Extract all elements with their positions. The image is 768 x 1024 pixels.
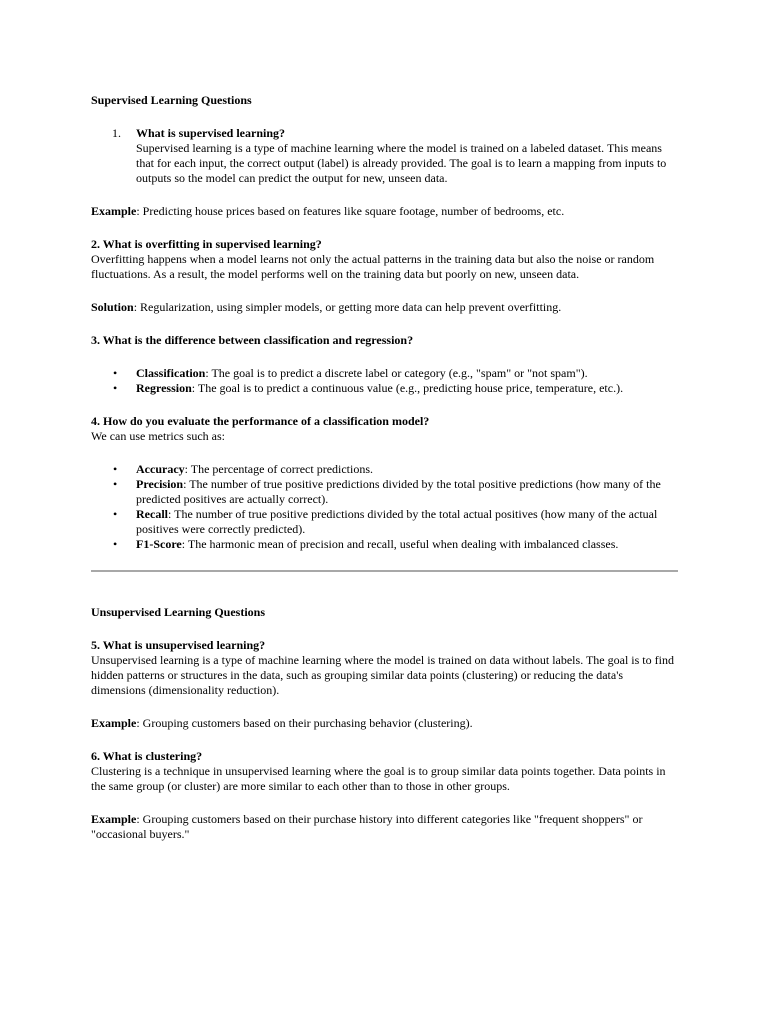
section-title-supervised: Supervised Learning Questions [91,93,252,107]
bullet-icon: • [113,366,118,380]
list-item [91,381,678,396]
question-2-title: 2. What is overfitting in supervised learning? [91,237,322,251]
list-item [91,507,678,537]
list-item-term: Classification [136,366,206,380]
list-item [91,366,678,381]
question-4-intro: We can use metrics such as: [91,429,225,443]
question-2 [91,237,678,282]
question-2-answer: Overfitting happens when a model learns not only the actual patterns in the training data but also the noise or random fluctuations. As a result, the model performs well on the training data but poorly on new, unseen data. [91,252,655,281]
example-label: Example [91,812,137,826]
list-item [91,477,678,507]
question-1 [91,126,678,186]
list-item-text: : The percentage of correct predictions. [184,462,374,476]
question-3-title: 3. What is the difference between classification and regression? [91,333,414,347]
bullet-icon: • [113,507,118,521]
bullet-icon: • [113,462,118,476]
list-item-term: Precision [136,477,184,491]
question-4-title: 4. How do you evaluate the performance of a classification model? [91,414,430,428]
question-1-example [91,204,678,219]
question-5-title: 5. What is unsupervised learning? [91,638,266,652]
solution-text: : Regularization, using simpler models, or getting more data can help prevent overfitting. [133,300,562,314]
example-label: Example [91,716,137,730]
section-title-unsupervised: Unsupervised Learning Questions [91,605,266,619]
question-3-list [91,366,678,396]
example-text: : Grouping customers based on their purchase history into different categories like "frequent shoppers" or "occasional buyers." [91,812,643,841]
bullet-icon: • [113,537,118,551]
question-6-title: 6. What is clustering? [91,749,203,763]
example-text: : Grouping customers based on their purchasing behavior (clustering). [136,716,473,730]
question-list [91,126,678,186]
question-6-example [91,812,678,842]
question-2-solution [91,300,678,315]
question-1-answer: Supervised learning is a type of machine learning where the model is trained on a labeled dataset. This means that for each input, the correct output (label) is already provided. The goal is to learn a mapping from inputs to outputs so the model can predict the output for new, unseen data. [136,141,667,185]
example-text: : Predicting house prices based on features like square footage, number of bedrooms, etc. [136,204,565,218]
question-5 [91,638,678,698]
question-1-number: 1. [112,126,121,140]
question-4-list [91,462,678,552]
list-item-text: : The harmonic mean of precision and recall, useful when dealing with imbalanced classes. [181,537,619,551]
horizontal-divider [91,570,678,572]
question-4 [91,414,678,444]
list-item-text: : The number of true positive predictions divided by the total actual positives (how many of the actual positives were correctly predicted). [136,507,658,536]
solution-label: Solution [91,300,134,314]
list-item [91,537,678,552]
question-5-example [91,716,678,731]
list-item-term: F1-Score [136,537,182,551]
list-item-term: Recall [136,507,168,521]
bullet-icon: • [113,477,118,491]
question-1-title: What is supervised learning? [136,126,286,140]
list-item-term: Regression [136,381,192,395]
list-item-text: : The goal is to predict a discrete label or category (e.g., "spam" or "not spam"). [205,366,588,380]
list-item [91,462,678,477]
list-item-text: : The goal is to predict a continuous value (e.g., predicting house price, temperature, etc.). [191,381,624,395]
example-label: Example [91,204,137,218]
question-6-answer: Clustering is a technique in unsupervised learning where the goal is to group similar data points together. Data points in the same group (or cluster) are more similar to each other than to those in other groups. [91,764,666,793]
list-item-term: Accuracy [136,462,185,476]
question-6 [91,749,678,794]
bullet-icon: • [113,381,118,395]
list-item-text: : The number of true positive predictions divided by the total positive predictions (how many of the predicted positives are actually correct). [136,477,661,506]
question-5-answer: Unsupervised learning is a type of machine learning where the model is trained on data without labels. The goal is to find hidden patterns or structures in the data, such as grouping similar data points (clustering) or reducing the data's dimensions (dimensionality reduction). [91,653,674,697]
